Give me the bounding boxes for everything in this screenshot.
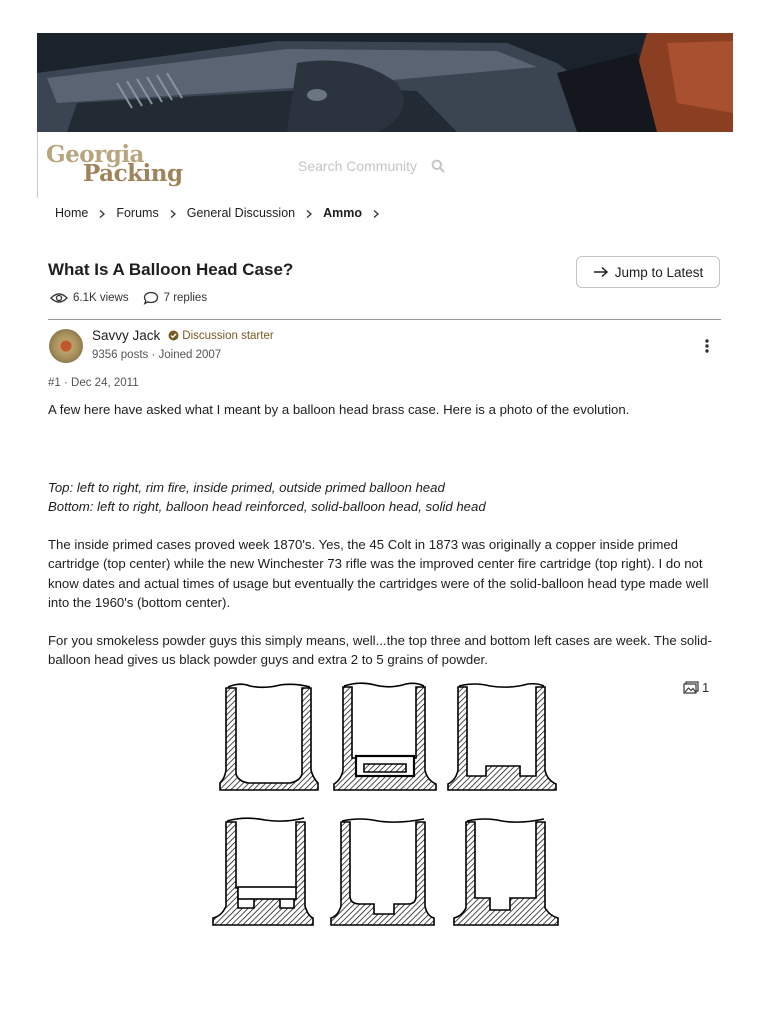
chevron-right-icon	[169, 208, 177, 218]
breadcrumb	[55, 206, 390, 220]
author-post-count: 9356 posts	[92, 349, 149, 361]
views-count: 6.1K views	[73, 292, 129, 304]
more-vertical-icon[interactable]	[702, 338, 712, 354]
thread-divider	[48, 319, 721, 320]
caption-bottom: Bottom: left to right, balloon head reinforced, solid-balloon head, solid head	[48, 499, 486, 515]
post-author-line	[92, 328, 274, 343]
views-stat	[50, 292, 129, 304]
chevron-right-icon	[98, 208, 106, 218]
post-number-date: #1 · Dec 24, 2011	[48, 377, 139, 389]
replies-stat	[143, 291, 207, 305]
author-meta: 9356 posts · Joined 2007	[92, 349, 222, 361]
breadcrumb-ammo[interactable]: Ammo	[323, 206, 363, 220]
image-caption	[48, 478, 723, 517]
caption-top: Top: left to right, rim fire, inside primed, outside primed balloon head	[48, 480, 445, 495]
cartridge-case-diagram[interactable]	[210, 680, 566, 935]
check-badge-icon	[168, 330, 179, 341]
case-outside-primed-balloon-head	[448, 684, 556, 790]
chevron-right-icon	[305, 208, 313, 218]
discussion-starter-badge	[168, 330, 273, 342]
search-icon[interactable]	[431, 159, 445, 173]
header-banner-image	[37, 33, 733, 132]
post-date: Dec 24, 2011	[71, 377, 139, 389]
case-rim-fire	[220, 684, 318, 790]
image-stack-icon	[683, 681, 699, 694]
breadcrumb-general-discussion[interactable]: General Discussion	[186, 206, 296, 220]
case-solid-head	[454, 819, 558, 925]
image-count-value: 1	[702, 680, 710, 695]
search-community[interactable]	[298, 155, 458, 177]
post-paragraph-3: For you smokeless powder guys this simply means, well...the top three and bottom left cases are week. The solid-balloon head gives us black powder guys and extra 2 to 5 grains of powder.	[48, 633, 712, 668]
breadcrumb-forums[interactable]: Forums	[116, 206, 159, 220]
post-number[interactable]: #1	[48, 377, 61, 389]
post-paragraph-2: The inside primed cases proved week 1870's. Yes, the 45 Colt in 1873 was originally a copper inside primed cartridge (top center) while the new Winchester 73 rifle was the improved center fire cartridge (top right). I do not know dates and actual times of usage but eventually the cartridges were of the solid-balloon head type made well into the 1960's (bottom center).	[48, 537, 709, 610]
breadcrumb-home[interactable]: Home	[55, 206, 89, 220]
case-solid-balloon-head	[331, 819, 434, 925]
author-name[interactable]: Savvy Jack	[92, 328, 161, 343]
logo-text-georgia: Georgia	[46, 141, 144, 168]
thread-stats	[50, 291, 221, 305]
site-logo[interactable]	[46, 141, 196, 191]
chevron-right-icon	[372, 208, 380, 218]
eye-icon	[50, 292, 68, 304]
jump-to-latest-button[interactable]	[576, 256, 720, 288]
case-balloon-head-reinforced	[213, 818, 313, 925]
author-joined: Joined 2007	[158, 349, 222, 361]
avatar[interactable]	[49, 329, 83, 363]
logo-text-packing: Packing	[83, 160, 183, 187]
jump-to-latest-label: Jump to Latest	[614, 264, 704, 280]
badge-label: Discussion starter	[182, 329, 274, 342]
header-divider	[37, 132, 38, 198]
search-input[interactable]: Search Community	[298, 158, 418, 174]
case-inside-primed	[334, 683, 436, 790]
speech-bubble-icon	[143, 291, 159, 305]
post-paragraph-1: A few here have asked what I meant by a balloon head brass case. Here is a photo of the evolution.	[48, 402, 630, 417]
thread-title: What Is A Balloon Head Case?	[48, 260, 294, 279]
image-count[interactable]	[683, 680, 709, 695]
replies-count: 7 replies	[163, 292, 208, 304]
arrow-right-icon	[593, 266, 609, 278]
